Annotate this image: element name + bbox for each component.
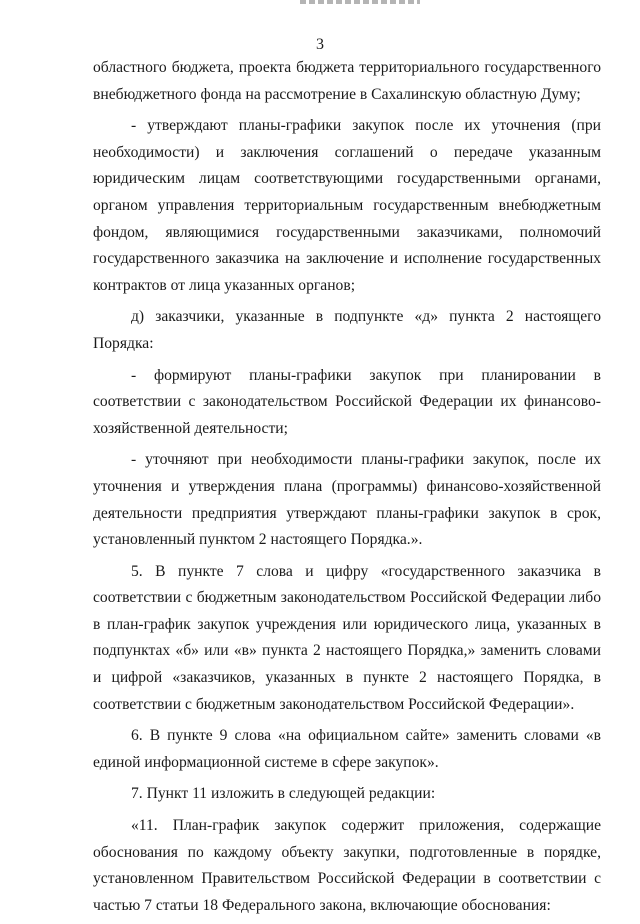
paragraph: - формируют планы-графики закупок при планировании в соответствии с законодательством Российской Федерации их финансово-хозяйственной деятельности; (93, 366, 601, 437)
paragraph: - уточняют при необходимости планы-графики закупок, после их уточнения и утверждения плана (программы) финансово-хозяйственной деятельности предприятия утверждают планы-графики закупок в срок, установленный пунктом 2 настоящего Порядка.». (93, 451, 601, 549)
paragraph: 7. Пункт 11 изложить в следующей редакции: (131, 785, 436, 803)
page-number: 3 (316, 36, 324, 53)
paragraph: д) заказчики, указанные в подпункте «д» пункта 2 настоящего Порядка: (93, 308, 601, 352)
paragraph: 6. В пункте 9 слова «на официальном сайте» заменить словами «в единой информационной системе в сфере закупок». (93, 727, 601, 771)
paragraph: - утверждают планы-графики закупок после их уточнения (при необходимости) и заключения соглашений о передаче указанным юридическим лицам соответствующими государственными органами, органом управления территориальным государственным внебюджетным фондом, являющимися государственными заказчиками, полномочий государственного заказчика на заключение и исполнение государственных контрактов от лица указанных органов; (93, 117, 601, 294)
scan-artifact (300, 0, 420, 4)
paragraph: 5. В пункте 7 слова и цифру «государственного заказчика в соответствии с бюджетным законодательством Российской Федерации либо в план-график закупок учреждения или юридического лица, указанных в подпунктах «б» или «в» пункта 2 настоящего Порядка,» заменить словами и цифрой «заказчиков, указанных в пункте 2 настоящего Порядка, в соответствии с бюджетным законодательством Российской Федерации». (93, 562, 601, 713)
paragraph-continuation: областного бюджета, проекта бюджета территориального государственного внебюджетного фонда на рассмотрение в Сахалинскую областную Думу; (93, 59, 601, 103)
paragraph: «11. План-график закупок содержит приложения, содержащие обоснования по каждому объекту закупки, подготовленные в порядке, установленном Правительством Российской Федерации в соответствии с частью 7 статьи 18 Федерального закона, включающие обоснования: (93, 817, 601, 914)
document-body (93, 55, 601, 924)
